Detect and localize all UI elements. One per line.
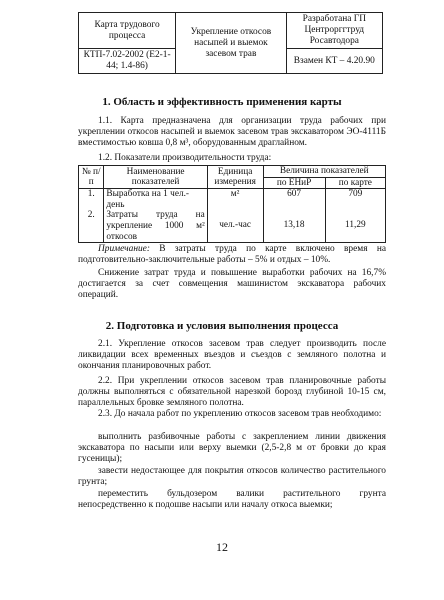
process-name-cell: Укрепление откосов насыпей и выемок засевом трав: [176, 13, 286, 74]
row-enir-value: 607: [263, 189, 325, 211]
col-header-unit: Единица измерения: [207, 166, 263, 189]
developer-cell: Разработана ГП Центрорггтруд Росавтодора: [286, 13, 382, 49]
section1-heading: 1. Область и эффективность применения карты: [102, 96, 342, 108]
row-card-value: 11,29: [325, 210, 385, 242]
col-header-no: № п/п: [79, 166, 104, 189]
row-number: 2.: [79, 210, 104, 242]
table-row: [79, 189, 386, 211]
paragraph-soil-supply: завести недостающее для покрытия откосов количество растительного грунта;: [78, 466, 386, 488]
page-number: 12: [216, 540, 228, 554]
col-header-card: по карте: [325, 177, 385, 189]
col-header-name: Наименование показателей: [104, 166, 207, 189]
paragraph-bulldozer: переместить бульдозером валики растительного грунта непосредственно к подошве насыпи или началу откоса выемки;: [78, 489, 386, 511]
section2-heading: 2. Подготовка и условия выполнения процесса: [105, 320, 339, 332]
card-header-table: [78, 12, 383, 74]
paragraph-2-1: 2.1. Укрепление откосов засевом трав следует производить после ликвидации всех временных въездов и съездов с земляного полотна и окончания планировочных работ.: [78, 339, 386, 372]
row-enir-value: 13,18: [263, 210, 325, 242]
note-text: В затраты труда по карте включено время на подготовительно-заключительные работы – 5% и отдых – 10%.: [78, 244, 386, 266]
row-name: Выработка на 1 чел.-день: [104, 189, 207, 211]
paragraph-2-2: 2.2. При укреплении откосов засевом трав планировочные работы должны выполняться с обязательной нарезкой борозд глубиной 10-15 см, параллельных бровке земляного полотна.: [78, 376, 386, 409]
note-label: Примечание:: [98, 244, 150, 254]
row-name: Затраты труда на укрепление 1000 м² откосов: [104, 210, 207, 242]
row-number: 1.: [79, 189, 104, 211]
paragraph-2-3: 2.3. До начала работ по укреплению откосов засевом трав необходимо:: [98, 409, 382, 419]
row-unit: чел.-час: [207, 210, 263, 242]
table-row: [79, 210, 386, 242]
paragraph-1-1: 1.1. Карта предназначена для организации труда рабочих при укреплении откосов насыпей и выемок засевом трав экскаватором ЭО-4111Б вместимостью ковша 0,8 м³, оборудованным драглайном.: [78, 116, 386, 149]
card-code-cell: КТП-7.02-2002 (Е2-1-44; 1.4-86): [79, 49, 176, 74]
card-title-cell: Карта трудового процесса: [79, 13, 176, 49]
col-header-values: Величина показателей: [263, 166, 386, 178]
row-card-value: 709: [325, 189, 385, 211]
productivity-table: [78, 165, 386, 243]
note-paragraph: [78, 244, 386, 266]
paragraph-survey: выполнить разбивочные работы с закреплением линии движения экскаватора по насыпи или верху выемки (2,5-2,8 м от бровки до края гусеницы);: [78, 432, 386, 465]
row-unit: м²: [207, 189, 263, 211]
replaces-cell: Взамен КТ – 4.20.90: [286, 49, 382, 74]
paragraph-efficiency: Снижение затрат труда и повышение выработки рабочих на 16,7% достигается за счет совмещения машинистом экскаватора рабочих операций.: [78, 268, 386, 301]
table-caption: 1.2. Показатели производительности труда:: [98, 153, 272, 163]
col-header-enir: по ЕНиР: [263, 177, 325, 189]
